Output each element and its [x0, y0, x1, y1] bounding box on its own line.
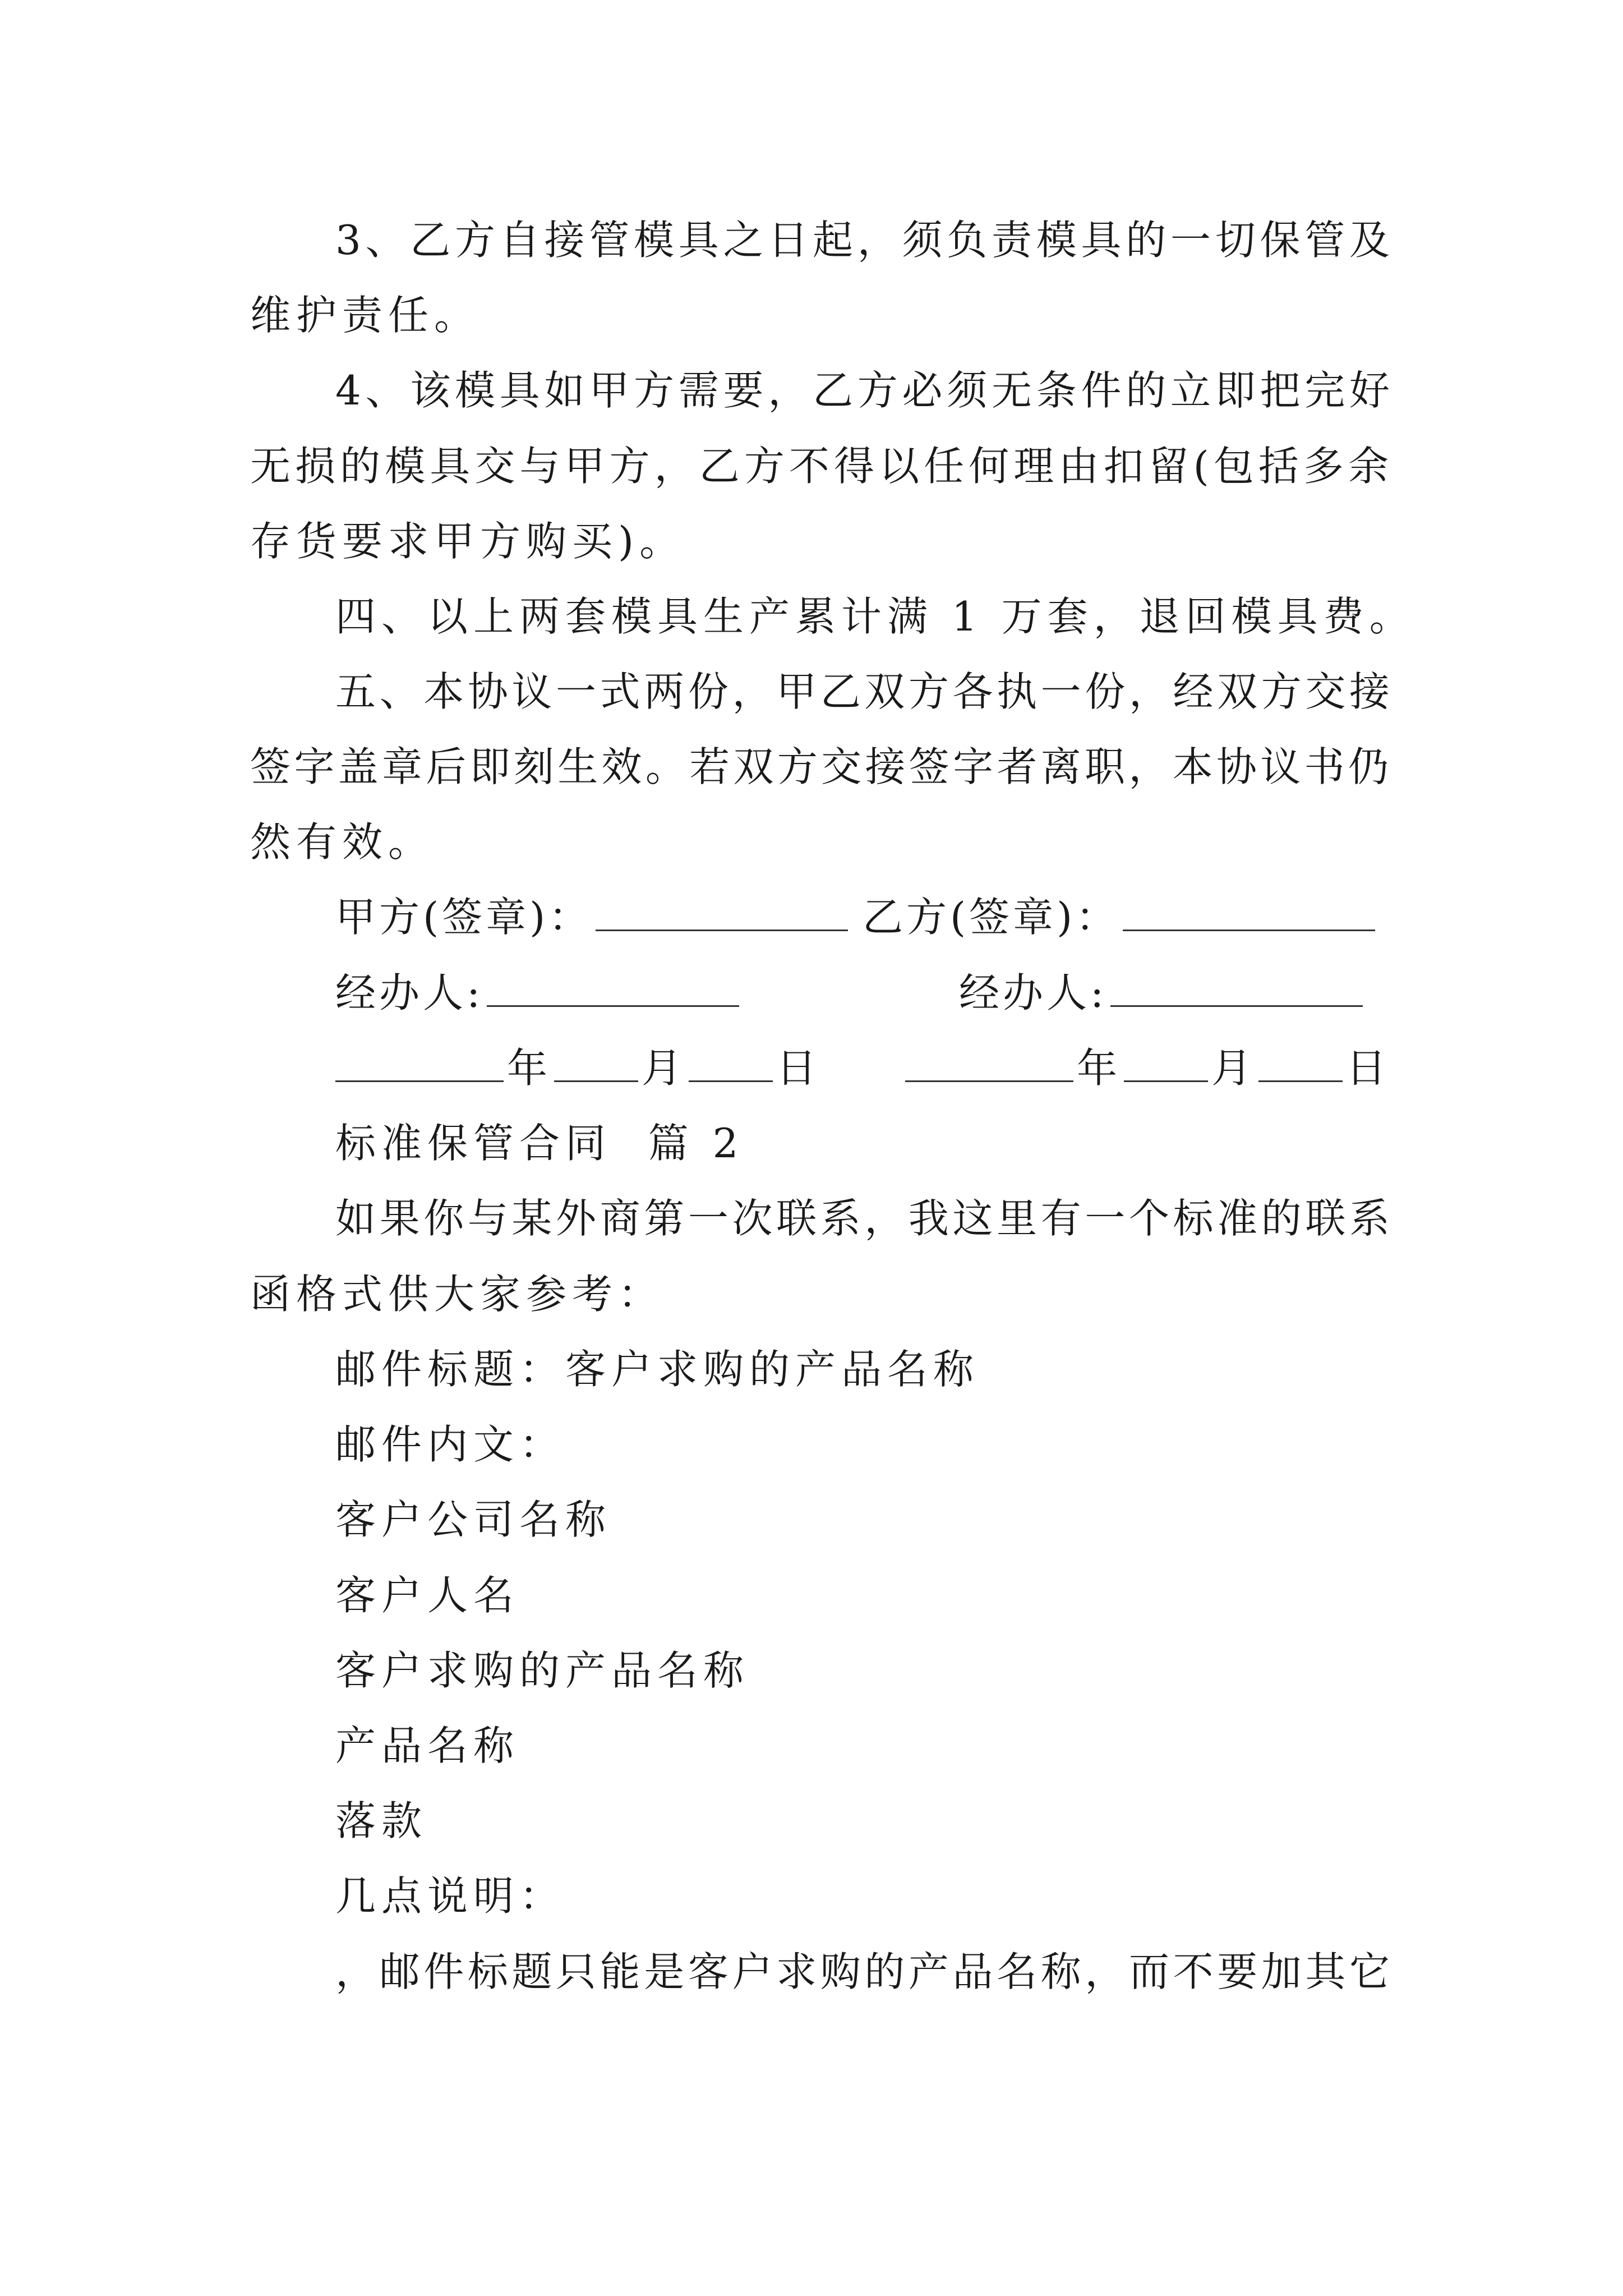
agent-a-blank	[487, 966, 739, 1007]
signature-row-parties	[335, 889, 1390, 945]
agent-a-block	[335, 965, 743, 1021]
date-a-block	[335, 1040, 820, 1096]
signature-row-dates	[335, 1040, 1390, 1096]
clause-4-line-1: 4、该模具如甲方需要，乙方必须无条件的立即把完好	[335, 367, 1390, 414]
date-a-day-label: 日	[776, 1045, 820, 1092]
date-a-month-blank	[554, 1041, 638, 1082]
date-b-day-label: 日	[1346, 1045, 1390, 1092]
date-b-month-label: 月	[1211, 1045, 1256, 1092]
customer-product-request: 客户求购的产品名称	[335, 1647, 750, 1694]
agent-b-block	[959, 965, 1366, 1021]
party-a-block	[335, 889, 851, 945]
mail-subject: 邮件标题：客户求购的产品名称	[335, 1346, 980, 1393]
note-1: ，邮件标题只能是客户求购的产品名称，而不要加其它	[335, 1948, 1390, 1995]
date-b-day-blank	[1258, 1041, 1343, 1082]
clause-4-line-2: 无损的模具交与甲方，乙方不得以任何理由扣留(包括多余	[250, 443, 1389, 490]
date-b-year-label: 年	[1077, 1045, 1121, 1092]
party-a-signature-blank	[596, 890, 848, 931]
date-a-year-blank	[335, 1041, 504, 1082]
party-b-label: 乙方(签章)：	[863, 894, 1120, 941]
party-a-label: 甲方(签章)：	[335, 894, 593, 941]
clause-five-line-2: 签字盖章后即刻生效。若双方交接签字者离职，本协议书仍	[250, 743, 1389, 790]
signature-row-agents	[335, 965, 1390, 1021]
clause-4-line-3: 存货要求甲方购买)。	[250, 518, 686, 565]
clause-3-line-1: 3、乙方自接管模具之日起，须负责模具的一切保管及	[335, 217, 1390, 264]
date-a-day-blank	[689, 1041, 773, 1082]
clause-five-line-3: 然有效。	[250, 818, 435, 866]
date-b-month-blank	[1124, 1041, 1208, 1082]
clause-four: 四、以上两套模具生产累计满 1 万套，退回模具费。	[335, 593, 1415, 640]
date-a-year-label: 年	[507, 1045, 551, 1092]
clause-five-line-1: 五、本协议一式两份，甲乙双方各执一份，经双方交接	[335, 668, 1390, 715]
mail-body-label: 邮件内文：	[335, 1421, 566, 1468]
product-name: 产品名称	[335, 1722, 520, 1769]
sign-off: 落款	[335, 1797, 428, 1844]
clause-3-line-2: 维护责任。	[250, 292, 481, 339]
customer-company: 客户公司名称	[335, 1496, 612, 1543]
date-b-year-blank	[905, 1041, 1073, 1082]
agent-a-label: 经办人:	[335, 969, 484, 1016]
section-2-intro-line-1: 如果你与某外商第一次联系，我这里有一个标准的联系	[335, 1195, 1390, 1242]
agent-b-blank	[1110, 966, 1363, 1007]
customer-person: 客户人名	[335, 1572, 520, 1619]
date-a-month-label: 月	[642, 1045, 686, 1092]
date-b-block	[905, 1040, 1390, 1096]
section-2-intro-line-2: 函格式供大家参考：	[250, 1271, 665, 1318]
party-b-signature-blank	[1123, 890, 1375, 931]
party-b-block	[863, 889, 1378, 945]
section-2-heading: 标准保管合同 篇 2	[335, 1120, 744, 1167]
notes-title: 几点说明：	[335, 1872, 566, 1920]
agent-b-label: 经办人:	[959, 969, 1108, 1016]
